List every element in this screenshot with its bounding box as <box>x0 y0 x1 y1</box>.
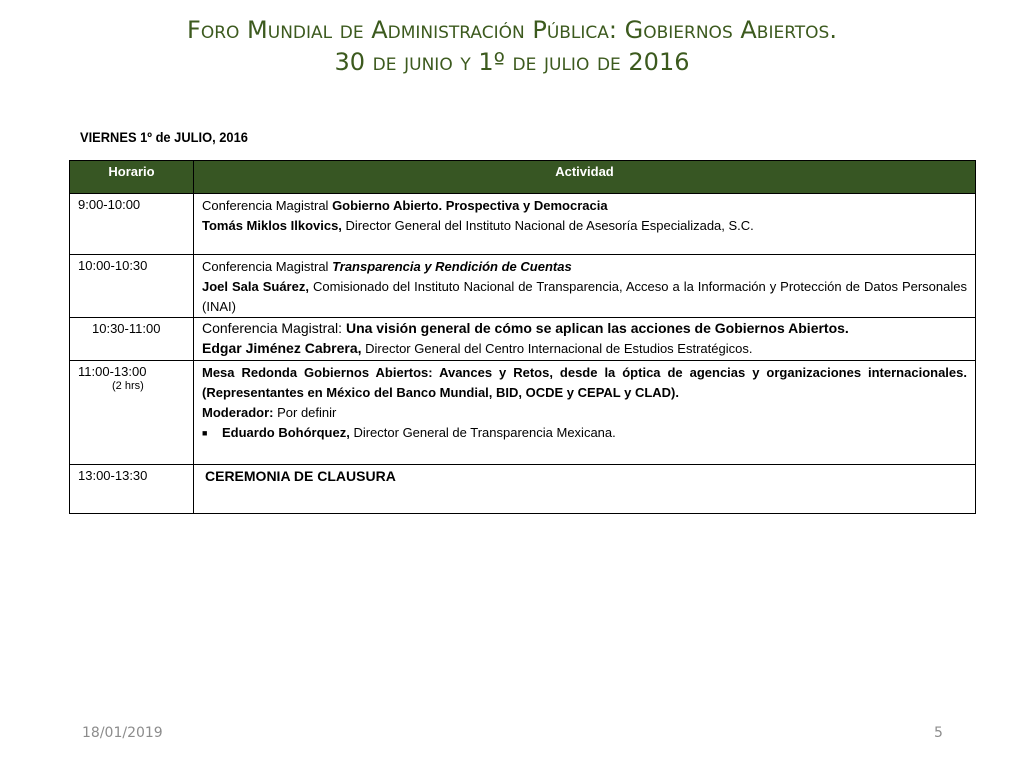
speaker-name: Tomás Miklos Ilkovics, <box>202 218 342 233</box>
table-row <box>70 465 976 514</box>
speaker-name: Joel Sala Suárez, <box>202 279 309 294</box>
time-cell <box>70 361 194 465</box>
time-value: 10:00-10:30 <box>78 258 148 273</box>
activity-title: Transparencia y Rendición de Cuentas <box>332 259 572 274</box>
time-value: 13:00-13:30 <box>78 468 148 483</box>
activity-prefix: Conferencia Magistral: <box>202 320 346 336</box>
activity-prefix: Conferencia Magistral <box>202 259 333 274</box>
time-value: 10:30-11:00 <box>92 321 161 336</box>
speaker-role: Director General del Instituto Nacional de Asesoría Especializada, S.C. <box>341 218 754 233</box>
table-row <box>70 194 976 255</box>
table-header-row <box>70 161 976 194</box>
activity-title: Una visión general de cómo se aplican las acciones de Gobiernos Abiertos. <box>345 320 849 336</box>
speaker-role: Director General de Transparencia Mexicana. <box>349 425 616 440</box>
time-value: 11:00-13:00 <box>78 364 147 379</box>
title-line-1: Foro Mundial de Administración Pública: Gobiernos Abiertos. <box>187 16 837 44</box>
activity-cell <box>194 194 976 255</box>
activity-cell <box>194 361 976 465</box>
table-row <box>70 318 976 361</box>
activity-title: CEREMONIA DE CLAUSURA <box>205 468 396 484</box>
time-cell <box>70 255 194 318</box>
speaker-name: Edgar Jiménez Cabrera, <box>202 340 362 356</box>
activity-cell <box>194 318 976 361</box>
moderator-value: Por definir <box>273 405 337 420</box>
footer-date: 18/01/2019 <box>82 725 163 741</box>
moderator-label: Moderador: <box>202 405 274 420</box>
activity-title: Mesa Redonda Gobiernos Abiertos: Avances y Retos, desde la óptica de agencias y organizaciones internacionales. (Representantes en México del Banco Mundial, BID, OCDE y CEPAL y CLAD). <box>202 365 967 400</box>
schedule-table <box>69 160 976 514</box>
time-cell <box>70 465 194 514</box>
speaker-name: Eduardo Bohórquez, <box>222 425 350 440</box>
time-duration-note: (2 hrs) <box>112 380 144 392</box>
slide-title <box>0 14 1024 78</box>
activity-cell <box>194 465 976 514</box>
activity-title: Gobierno Abierto. Prospectiva y Democracia <box>332 198 608 213</box>
table-row <box>70 255 976 318</box>
header-actividad: Actividad <box>194 161 976 194</box>
table-row <box>70 361 976 465</box>
bullet-square-icon: ■ <box>202 428 208 438</box>
time-cell <box>70 318 194 361</box>
time-cell <box>70 194 194 255</box>
page-number: 5 <box>934 725 943 741</box>
speaker-role: Comisionado del Instituto Nacional de Transparencia, Acceso a la Información y Protección de Datos Personales (INAI) <box>202 279 967 314</box>
activity-prefix: Conferencia Magistral <box>202 198 333 213</box>
time-value: 9:00-10:00 <box>78 197 141 212</box>
title-line-2: 30 de junio y 1º de julio de 2016 <box>334 48 690 76</box>
speaker-role: Director General del Centro Internacional de Estudios Estratégicos. <box>361 341 753 356</box>
day-heading: VIERNES 1º de JULIO, 2016 <box>80 129 248 145</box>
header-horario: Horario <box>70 161 194 194</box>
activity-cell <box>194 255 976 318</box>
